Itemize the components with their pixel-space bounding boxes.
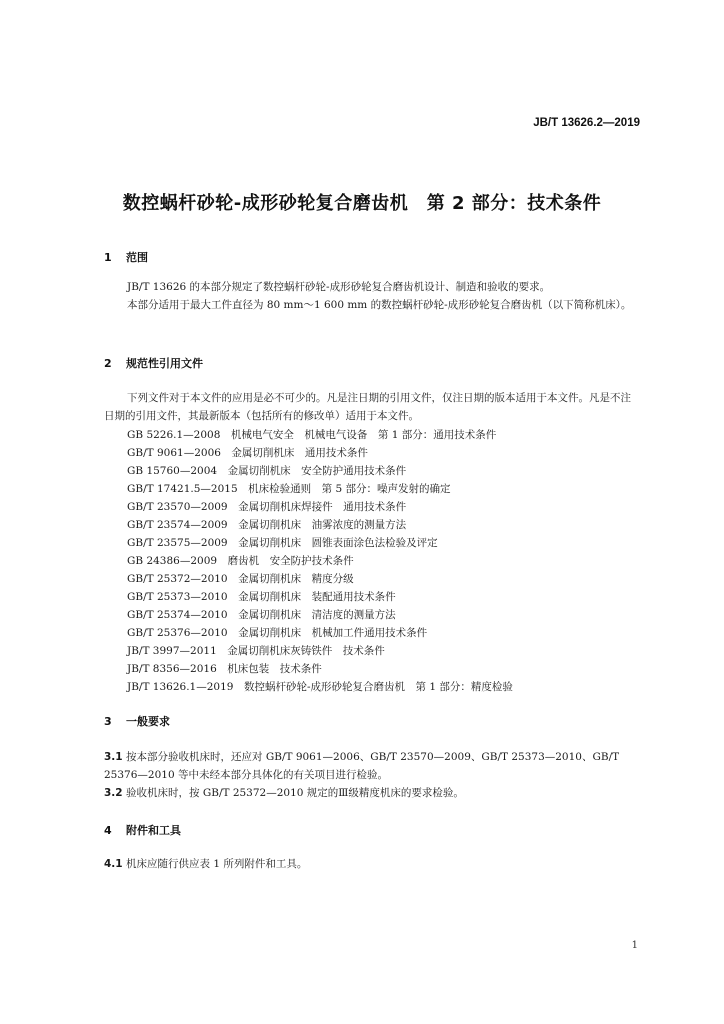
- section-number: 4: [104, 824, 112, 837]
- section-heading-accessories: [104, 822, 181, 838]
- reference-item: JB/T 8356—2016 机床包装 技术条件: [127, 663, 322, 675]
- scope-paragraph-2: 本部分适用于最大工件直径为 80 mm～1 600 mm 的数控蜗杆砂轮-成形砂轮复合磨齿机（以下简称机床）。: [127, 299, 632, 311]
- section-title: 一般要求: [126, 715, 170, 728]
- clause-text: 验收机床时，按 GB/T 25372—2010 规定的Ⅲ级精度机床的要求检验。: [126, 787, 464, 799]
- section-title: 范围: [126, 251, 148, 264]
- reference-item: GB/T 23574—2009 金属切削机床 油雾浓度的测量方法: [127, 519, 407, 531]
- clause-text: 按本部分验收机床时，还应对 GB/T 9061—2006、GB/T 23570—2009、GB/T 25373—2010、GB/T 25376—2010 等中未经本部分具体化的有关项目进行检验。: [104, 751, 620, 781]
- section-number: 1: [104, 251, 112, 264]
- reference-item: GB/T 25376—2010 金属切削机床 机械加工件通用技术条件: [127, 627, 428, 639]
- clause-4-1: [104, 855, 640, 873]
- page-number: 1: [631, 940, 638, 951]
- clause-text: 机床应随行供应表 1 所列附件和工具。: [126, 858, 308, 870]
- reference-item: JB/T 3997—2011 金属切削机床灰铸铁件 技术条件: [127, 645, 385, 657]
- clause-number: 4.1: [104, 858, 123, 870]
- document-title: 数控蜗杆砂轮-成形砂轮复合磨齿机 第 2 部分：技术条件: [122, 193, 602, 214]
- reference-item: GB/T 23575—2009 金属切削机床 圆锥表面涂色法检验及评定: [127, 537, 438, 549]
- section-title: 规范性引用文件: [126, 357, 203, 370]
- section-heading-general: [104, 713, 170, 729]
- section-number: 2: [104, 357, 112, 370]
- section-heading-normative-refs: [104, 355, 203, 371]
- reference-item: GB/T 9061—2006 金属切削机床 通用技术条件: [127, 447, 368, 459]
- reference-item: GB/T 25373—2010 金属切削机床 装配通用技术条件: [127, 591, 396, 603]
- reference-item: GB/T 17421.5—2015 机床检验通则 第 5 部分：噪声发射的确定: [127, 483, 451, 495]
- reference-item: GB/T 25374—2010 金属切削机床 清洁度的测量方法: [127, 609, 396, 621]
- reference-item: GB/T 23570—2009 金属切削机床焊接件 通用技术条件: [127, 501, 407, 513]
- scope-paragraph-1: JB/T 13626 的本部分规定了数控蜗杆砂轮-成形砂轮复合磨齿机设计、制造和验收的要求。: [127, 281, 551, 293]
- reference-list: [127, 426, 513, 696]
- reference-item: GB 15760—2004 金属切削机床 安全防护通用技术条件: [127, 465, 407, 477]
- reference-item: GB 5226.1—2008 机械电气安全 机械电气设备 第 1 部分：通用技术条件: [127, 429, 497, 441]
- reference-item: GB 24386—2009 磨齿机 安全防护技术条件: [127, 555, 354, 567]
- section-title: 附件和工具: [126, 824, 181, 837]
- reference-item: GB/T 25372—2010 金属切削机床 精度分级: [127, 573, 354, 585]
- clause-number: 3.1: [104, 751, 123, 763]
- clause-3-1: [104, 748, 640, 784]
- section-number: 3: [104, 715, 112, 728]
- normative-refs-intro: 下列文件对于本文件的应用是必不可少的。凡是注日期的引用文件，仅注日期的版本适用于本文件。凡是不注日期的引用文件，其最新版本（包括所有的修改单）适用于本文件。: [104, 392, 631, 422]
- standard-number: JB/T 13626.2—2019: [533, 117, 640, 129]
- clause-3-2: [104, 784, 640, 802]
- clause-number: 3.2: [104, 787, 123, 799]
- reference-item: JB/T 13626.1—2019 数控蜗杆砂轮-成形砂轮复合磨齿机 第 1 部分：精度检验: [127, 681, 513, 693]
- section-heading-scope: [104, 249, 148, 265]
